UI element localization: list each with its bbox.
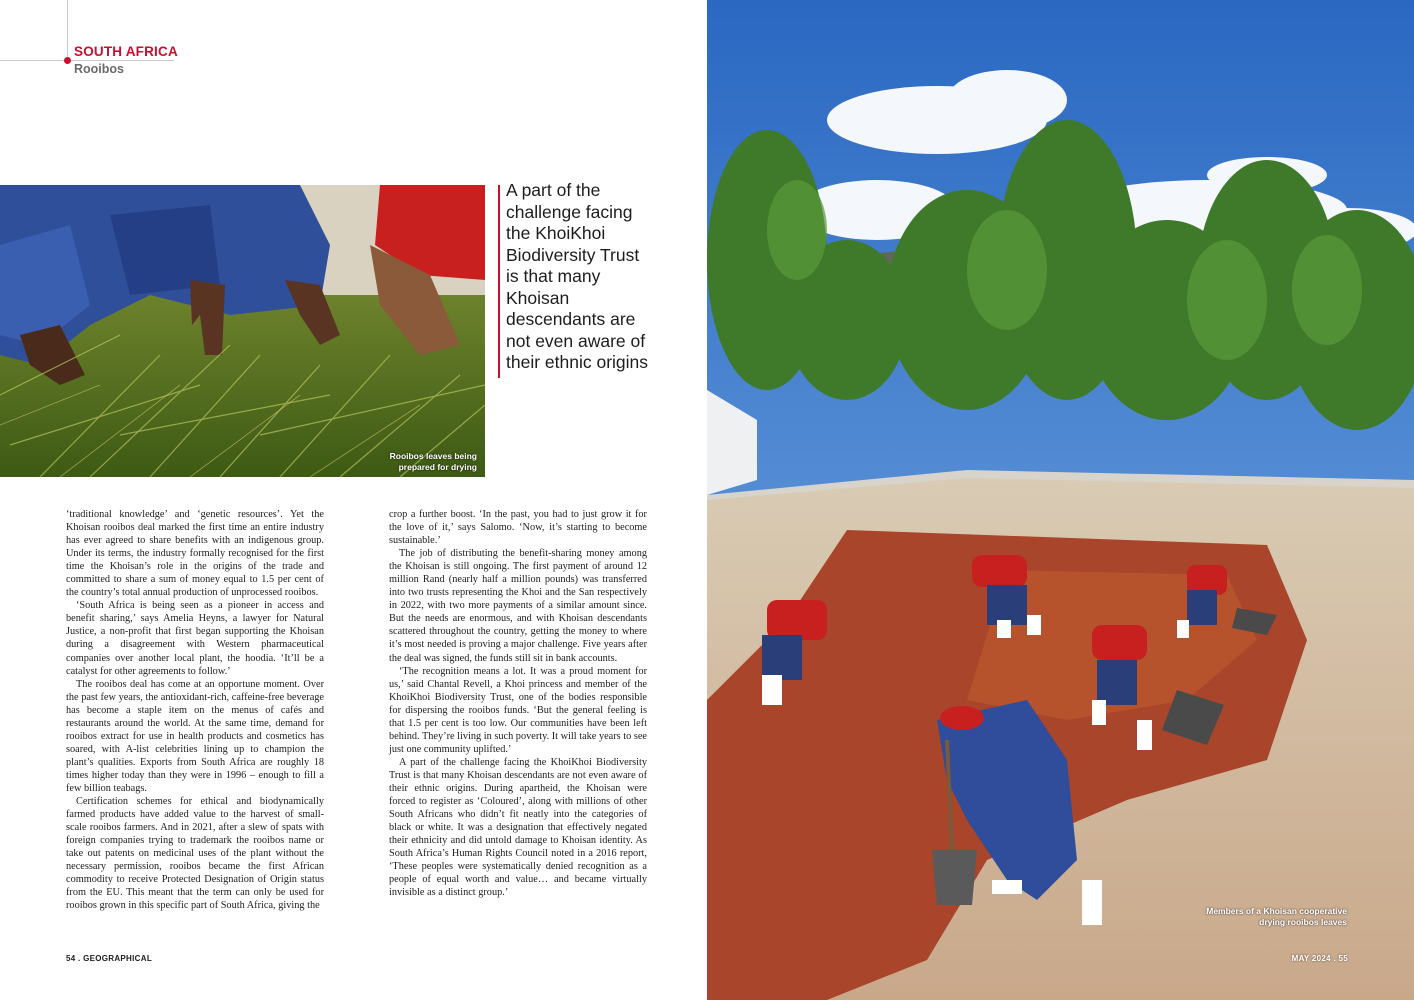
body-paragraph: The job of distributing the benefit-sharing money among the Khoisan is still ongoing. The first payment of around 12 million Rand (nearly half a million pounds) was transferred into two trusts representing the Khoi and the San respectively in 2022, with two more payments of a similar amount since. But the needs are enormous, and with Khoisan descendants scattered throughout the country, getting the money to where it’s most needed is proving a major challenge. Five years after the deal was signed, the funds still sit in bank accounts. <box>389 548 647 664</box>
subsection-label: Rooibos <box>74 62 124 76</box>
body-paragraph: ‘The recognition means a lot. It was a proud moment for us,’ said Chantal Revell, a Khoi princess and member of the KhoiKhoi Biodiversity Trust, one of the bodies responsible for dispersing the rooibos funds. ‘But the general feeling is that 1.5 per cent is too low. Our communities have been left behind. They’re living in such poverty. It will take years to see just one community uplifted.’ <box>389 665 647 755</box>
body-paragraph: ‘traditional knowledge’ and ‘genetic resources’. Yet the Khoisan rooibos deal marked the first time an entire industry has ever agreed to share benefits with an indigenous group. Under its terms, the industry formally recognised for the first time the Khoisan’s role in the origins of the trade and committed to share a sum of money equal to 1.5 per cent of the country’s total annual production of unprocessed rooibos. <box>66 509 324 599</box>
section-label: SOUTH AFRICA <box>74 44 178 59</box>
photo-rooibos-leaves <box>0 185 485 477</box>
crop-mark-horizontal <box>0 60 174 61</box>
body-paragraph: Certification schemes for ethical and biodynamically farmed products have added value to the harvest of small-scale rooibos farmers. And in 2021, after a slew of spats with foreign companies trying to trademark the rooibos name or take out patents on medicinal uses of the plant without the necessary permission, rooibos became the first African commodity to receive Protected Designation of Origin status from the EU. This meant that the term can only be used for rooibos grown in this specific part of South Africa, giving the <box>66 796 324 912</box>
body-paragraph: A part of the challenge facing the KhoiKhoi Biodiversity Trust is that many Khoisan descendants are not even aware of their ethnic origins. During apartheid, the Khoisan were forced to register as ‘Coloured’, along with millions of other South Africans who didn’t fit neatly into the categories of black or white. It was a designation that effectively negated their ethnicity and did untold damage to Khoisan identity. As South Africa’s Human Rights Council noted in a 2016 report, ‘These peoples were systematically denied recognition as a people of equal worth and value… and became virtually invisible as a distinct group.’ <box>389 756 647 899</box>
body-column-1 <box>66 508 324 912</box>
pullquote-rule <box>498 185 500 378</box>
rooibos-leaves-illustration <box>0 185 485 477</box>
photo-caption-right: Members of a Khoisan cooperative drying rooibos leaves <box>1206 906 1347 927</box>
drying-yard-illustration <box>707 0 1414 1000</box>
body-paragraph: The rooibos deal has come at an opportune moment. Over the past few years, the antioxidant-rich, caffeine-free beverage has become a staple item on the menus of cafés and restaurants around the world. At the same time, demand for rooibos extract for use in health products and cosmetics has soared, with A-list celebrities lining up to champion the plant’s qualities. Exports from South Africa are roughly 18 times higher today than they were in 1996 – enough to fill a few billion teabags. <box>66 678 324 794</box>
body-paragraph: crop a further boost. ‘In the past, you had to just grow it for the love of it,’ says Salomo. ‘Now, it’s starting to become sustainable.’ <box>389 509 647 547</box>
body-column-2 <box>389 508 647 899</box>
folio-right: MAY 2024 . 55 <box>1291 954 1348 963</box>
folio-left: 54 . GEOGRAPHICAL <box>66 954 153 963</box>
photo-drying-yard <box>707 0 1414 1000</box>
crop-mark-vertical <box>67 0 68 62</box>
section-dot-icon <box>64 57 71 64</box>
body-paragraph: ‘South Africa is being seen as a pioneer in access and benefit sharing,’ says Amelia Heyns, a lawyer for Natural Justice, a non-profit that first began supporting the Khoisan during a disagreement with Western pharmaceutical companies over another local plant, the hoodia. ‘It’ll be a catalyst for other agreements to follow.’ <box>66 600 324 677</box>
photo-caption-left: Rooibos leaves being prepared for drying <box>389 451 477 472</box>
pullquote: A part of the challenge facing the KhoiKhoi Biodiversity Trust is that many Khoisan descendants are not even aware of their ethnic origins <box>506 180 649 372</box>
